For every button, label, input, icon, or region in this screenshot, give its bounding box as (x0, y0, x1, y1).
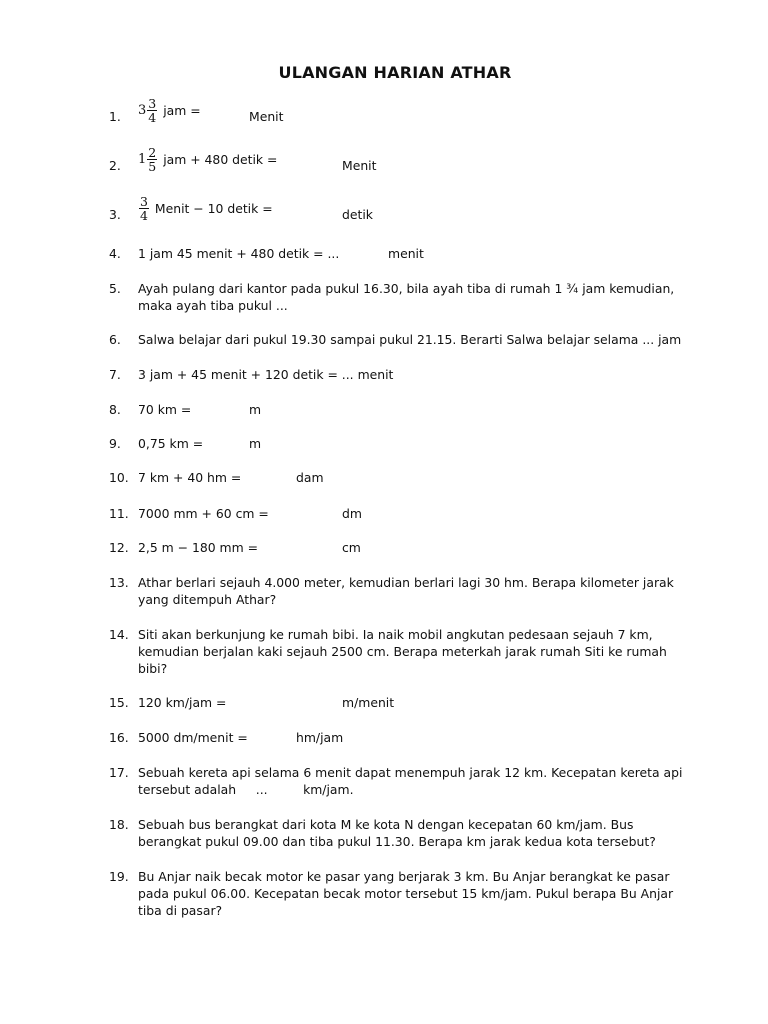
question-number: 12. (109, 540, 129, 555)
fraction: $\frac{3}{4}$ (140, 194, 148, 223)
question-line: tersebut adalah ... km/jam. (138, 782, 354, 797)
worksheet-title: ULANGAN HARIAN ATHAR (278, 63, 512, 82)
question-number: 2. (109, 158, 121, 173)
mixed-number-whole: 3 (138, 103, 147, 118)
fraction: $\frac{3}{4}$ (148, 96, 157, 125)
answer-unit: detik (342, 207, 373, 222)
question-line: Siti akan berkunjung ke rumah bibi. Ia naik mobil angkutan pedesaan sejauh 7 km, (138, 627, 653, 642)
question-text: jam = (163, 103, 201, 118)
question-number: 18. (109, 817, 129, 832)
question-number: 16. (109, 730, 129, 745)
question-line: kemudian berjalan kaki sejauh 2500 cm. Berapa meterkah jarak rumah Siti ke rumah (138, 644, 667, 659)
question-text: 7 km + 40 hm = (138, 470, 242, 485)
question-line: pada pukul 06.00. Kecepatan becak motor tersebut 15 km/jam. Pukul berapa Bu Anjar (138, 886, 674, 901)
question-number: 8. (109, 402, 121, 417)
question-line: Sebuah bus berangkat dari kota M ke kota N dengan kecepatan 60 km/jam. Bus (138, 817, 634, 832)
question-line: tiba di pasar? (138, 903, 223, 918)
question-text: Salwa belajar dari pukul 19.30 sampai pukul 21.15. Berarti Salwa belajar selama ... jam (138, 332, 682, 347)
question-text: 3 jam + 45 menit + 120 detik = ... menit (138, 367, 394, 382)
mixed-number-whole: 1 (138, 152, 147, 167)
answer-unit: m/menit (342, 695, 395, 710)
question-text: Menit − 10 detik = (154, 201, 273, 216)
question-number: 13. (109, 575, 129, 590)
question-line: Athar berlari sejauh 4.000 meter, kemudian berlari lagi 30 hm. Berapa kilometer jarak (138, 575, 674, 590)
question-line: Ayah pulang dari kantor pada pukul 16.30, bila ayah tiba di rumah 1 ¾ jam kemudian, (138, 281, 675, 296)
question-number: 15. (109, 695, 129, 710)
question-line: Bu Anjar naik becak motor ke pasar yang berjarak 3 km. Bu Anjar berangkat ke pasar (138, 869, 670, 884)
question-number: 1. (109, 109, 121, 124)
question-line: yang ditempuh Athar? (138, 592, 277, 607)
fraction: $\frac{2}{5}$ (148, 145, 157, 174)
question-line: maka ayah tiba pukul ... (138, 298, 288, 313)
question-line: bibi? (138, 661, 168, 676)
question-number: 4. (109, 246, 121, 261)
answer-unit: cm (342, 540, 361, 555)
question-text: 70 km = (138, 402, 192, 417)
answer-unit: Menit (342, 158, 377, 173)
answer-unit: m (249, 436, 262, 451)
question-number: 17. (109, 765, 129, 780)
answer-unit: hm/jam (296, 730, 344, 745)
question-number: 9. (109, 436, 121, 451)
question-number: 6. (109, 332, 121, 347)
question-text: 5000 dm/menit = (138, 730, 248, 745)
question-number: 11. (109, 506, 129, 521)
question-number: 14. (109, 627, 129, 642)
question-text: 7000 mm + 60 cm = (138, 506, 269, 521)
question-number: 5. (109, 281, 121, 296)
question-line: Sebuah kereta api selama 6 menit dapat menempuh jarak 12 km. Kecepatan kereta api (138, 765, 683, 780)
question-text: 120 km/jam = (138, 695, 227, 710)
question-text: jam + 480 detik = (163, 152, 278, 167)
question-text: 1 jam 45 menit + 480 detik = ... (138, 246, 340, 261)
question-text: 2,5 m − 180 mm = (138, 540, 259, 555)
question-number: 10. (109, 470, 129, 485)
answer-unit: dam (296, 470, 324, 485)
question-line: berangkat pukul 09.00 dan tiba pukul 11.30. Berapa km jarak kedua kota tersebut? (138, 834, 656, 849)
answer-unit: Menit (249, 109, 284, 124)
question-number: 7. (109, 367, 121, 382)
question-text: 0,75 km = (138, 436, 204, 451)
answer-unit: menit (388, 246, 424, 261)
answer-unit: dm (342, 506, 362, 521)
question-number: 19. (109, 869, 129, 884)
question-number: 3. (109, 207, 121, 222)
answer-unit: m (249, 402, 262, 417)
